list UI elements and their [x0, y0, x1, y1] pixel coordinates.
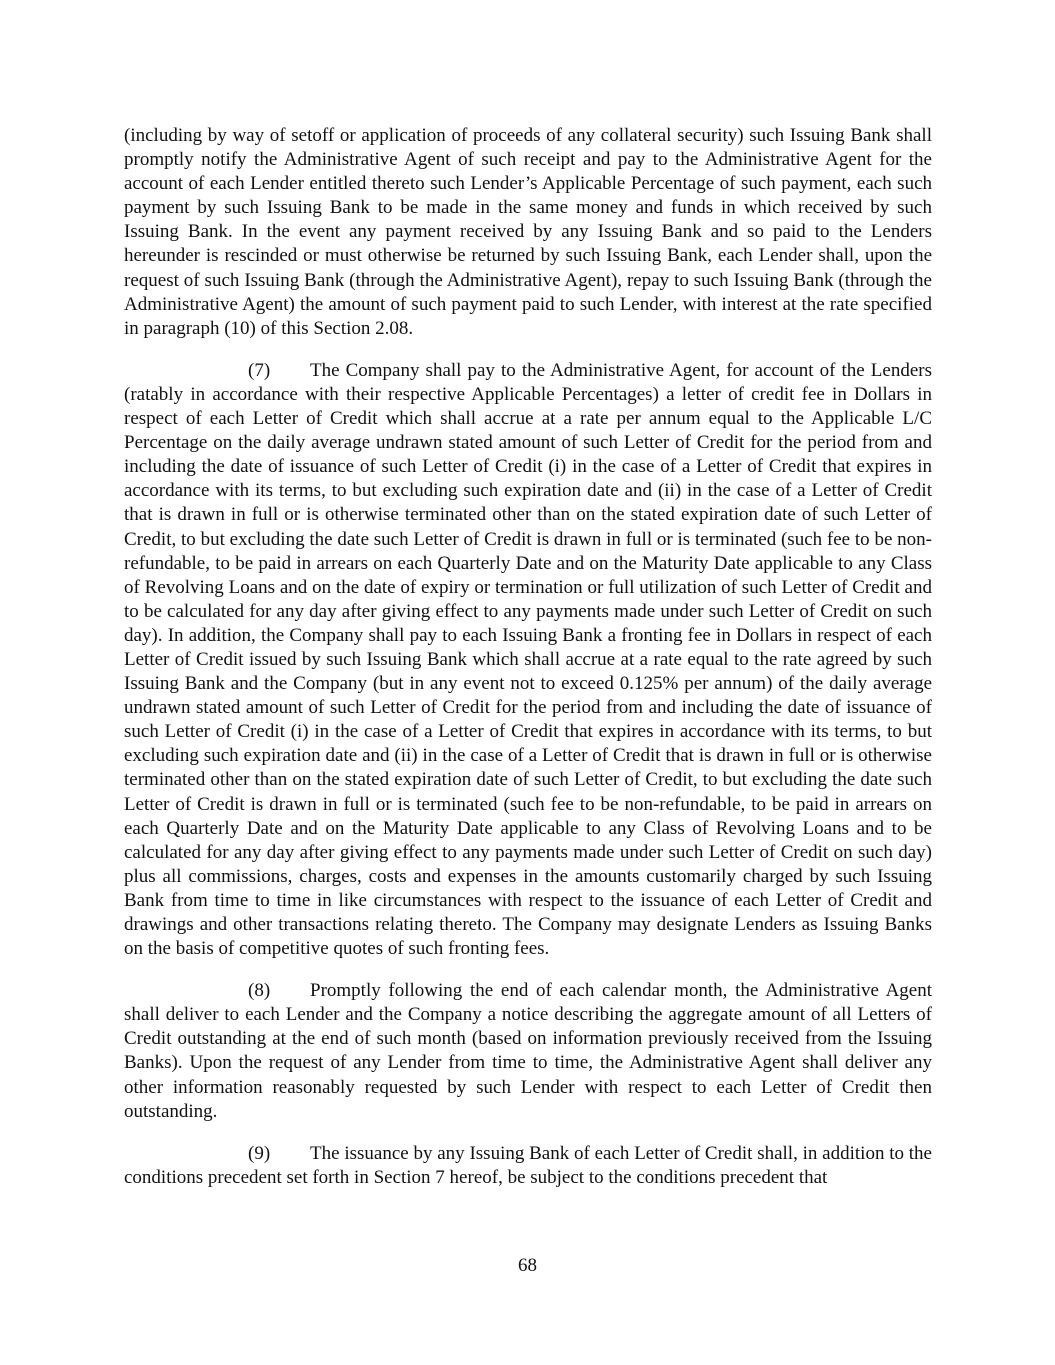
paragraph-text: Promptly following the end of each calendar month, the Administrative Agent shall deliver to each Lender and the Company a notice describing the aggregate amount of all Letters of Credit outstanding at the end of such month (based on information previously received from the Issuing Banks). Upon the request of any Lender from time to time, the Administrative Agent shall deliver any other information reasonably requested by such Lender with respect to each Letter of Credit then outstanding. — [124, 980, 932, 1122]
paragraph-7 — [124, 359, 932, 961]
paragraph-number: (9) — [248, 1142, 271, 1164]
document-body — [124, 124, 932, 1208]
paragraph-text: The Company shall pay to the Administrative Agent, for account of the Lenders (ratably in accordance with their respective Applicable Percentages) a letter of credit fee in Dollars in respect of each Letter of Credit which shall accrue at a rate per annum equal to the Applicable L/C Percentage on the daily average undrawn stated amount of such Letter of Credit for the period from and including the date of issuance of such Letter of Credit (i) in the case of a Letter of Credit that expires in accordance with its terms, to but excluding such expiration date and (ii) in the case of a Letter of Credit that is drawn in full or is otherwise terminated other than on the stated expiration date of such Letter of Credit, to but excluding the date such Letter of Credit is drawn in full or is terminated (such fee to be non-refundable, to be paid in arrears on each Quarterly Date and on the Maturity Date applicable to any Class of Revolving Loans and on the date of expiry or termination or full utilization of such Letter of Credit and to be calculated for any day after giving effect to any payments made under such Letter of Credit on such day). In addition, the Company shall pay to each Issuing Bank a fronting fee in Dollars in respect of each Letter of Credit issued by such Issuing Bank which shall accrue at a rate equal to the rate agreed by such Issuing Bank and the Company (but in any event not to exceed 0.125% per annum) of the daily average undrawn stated amount of such Letter of Credit for the period from and including the date of issuance of such Letter of Credit (i) in the case of a Letter of Credit that expires in accordance with its terms, to but excluding such expiration date and (ii) in the case of a Letter of Credit that is drawn in full or is otherwise terminated other than on the stated expiration date of such Letter of Credit, to but excluding the date such Letter of Credit is drawn in full or is terminated (such fee to be non-refundable, to be paid in arrears on each Quarterly Date and on the Maturity Date applicable to any Class of Revolving Loans and to be calculated for any day after giving effect to any payments made under such Letter of Credit on such day) plus all commissions, charges, costs and expenses in the amounts customarily charged by such Issuing Bank from time to time in like circumstances with respect to the issuance of each Letter of Credit and drawings and other transactions relating thereto. The Company may designate Lenders as Issuing Banks on the basis of competitive quotes of such fronting fees. — [124, 359, 932, 960]
paragraph-number: (7) — [248, 359, 271, 381]
paragraph-8 — [124, 979, 932, 1124]
page-number: 68 — [518, 1255, 537, 1276]
paragraph-text: The issuance by any Issuing Bank of each Letter of Credit shall, in addition to the conditions precedent set forth in Section 7 hereof, be subject to the conditions precedent that — [124, 1142, 932, 1188]
paragraph-number: (8) — [248, 980, 271, 1002]
paragraph-continuation — [124, 124, 932, 341]
paragraph-text: (including by way of setoff or application of proceeds of any collateral security) such Issuing Bank shall promptly notify the Administrative Agent of such receipt and pay to the Administrative Agent for the account of each Lender entitled thereto such Lender’s Applicable Percentage of such payment, each such payment by such Issuing Bank to be made in the same money and funds in which received by such Issuing Bank. In the event any payment received by any Issuing Bank and so paid to the Lenders hereunder is rescinded or must otherwise be returned by such Issuing Bank, each Lender shall, upon the request of such Issuing Bank (through the Administrative Agent), repay to such Issuing Bank (through the Administrative Agent) the amount of such payment paid to such Lender, with interest at the rate specified in paragraph (10) of this Section 2.08. — [124, 125, 932, 339]
paragraph-9 — [124, 1142, 932, 1190]
